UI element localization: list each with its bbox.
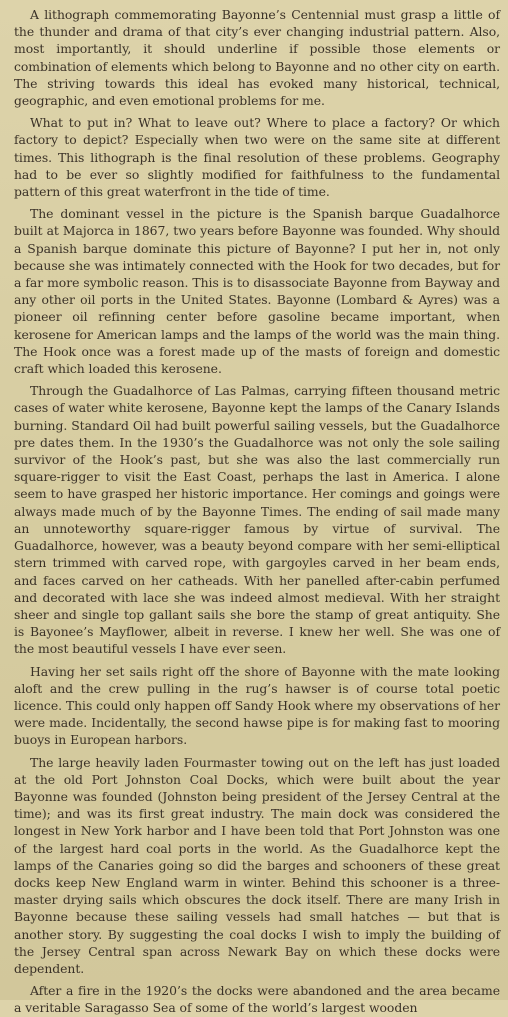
paragraph-7: After a fire in the 1920’s the docks were abandoned and the area became a veritable Saragasso Sea of some of the world’s largest wooden: [14, 983, 500, 1016]
paragraph-3: The dominant vessel in the picture is the Spanish barque Guadalhorce built at Majorca in 1867, two years before Bayonne was founded. Why should a Spanish barque dominate this picture of Bayonne? I put her in, not only because she was intimately connected with the Hook for two decades, but for a far more symbolic reason. This is to disassociate Bayonne from Bayway and any other oil ports in the United States. Bayonne (Lombard & Ayres) was a pioneer oil refinning center before gasoline became important, when kerosene for American lamps and the lamps of the world was the main thing. The Hook once was a forest made up of the masts of foreign and domestic craft which loaded this kerosene.: [14, 206, 500, 377]
paragraph-4: Through the Guadalhorce of Las Palmas, carrying fifteen thousand metric cases of water white kerosene, Bayonne kept the lamps of the Canary Islands burning. Standard Oil had built powerful sailing vessels, but the Guadalhorce pre dates them. In the 1930’s the Guadalhorce was not only the sole sailing survivor of the Hook’s past, but she was also the last commercially run square-rigger to visit the East Coast, perhaps the last in America. I alone seem to have grasped her historic importance. Her comings and goings were always made much of by the Bayonne Times. The ending of sail made many an unnoteworthy square-rigger famous by virtue of survival. The Guadalhorce, however, was a beauty beyond compare with her semi-elliptical stern trimmed with carved rope, with gargoyles carved in her beam ends, and faces carved on her catheads. With her panelled after-cabin perfumed and decorated with lace she was indeed almost medieval. With her straight sheer and single top gallant sails she bore the stamp of great antiquity. She is Bayonee’s Mayflower, albeit in reverse. I knew her well. She was one of the most beautiful vessels I have ever seen.: [14, 383, 500, 657]
paragraph-1: A lithograph commemorating Bayonne’s Centennial must grasp a little of the thunder and drama of that city’s ever changing industrial pattern. Also, most importantly, it should underline if possible those elements or combination of elements which belong to Bayonne and no other city on earth. The striving towards this ideal has evoked many historical, technical, geographic, and even emotional problems for me.: [14, 7, 500, 109]
paragraph-2: What to put in? What to leave out? Where to place a factory? Or which factory to depict? Especially when two were on the same site at different times. This lithograph is the final resolution of these problems. Geography had to be ever so slightly modified for faithfulness to the fundamental pattern of this great waterfront in the tide of time.: [14, 115, 500, 200]
paragraph-6: The large heavily laden Fourmaster towing out on the left has just loaded at the old Port Johnston Coal Docks, which were built about the year Bayonne was founded (Johnston being president of the Jersey Central at the time); and was its first great industry. The main dock was considered the longest in New York harbor and I have been told that Port Johnston was one of the largest hard coal ports in the world. As the Guadalhorce kept the lamps of the Canaries going so did the barges and schooners of these great docks keep New England warm in winter. Behind this schooner is a three-master drying sails which obscures the dock itself. There are many Irish in Bayonne because these sailing vessels had small hatches — but that is another story. By suggesting the coal docks I wish to imply the building of the Jersey Central span across Newark Bay on which these docks were dependent.: [14, 754, 500, 976]
paragraph-5: Having her set sails right off the shore of Bayonne with the mate looking aloft and the crew pulling in the rug’s hawser is of course total poetic licence. This could only happen off Sandy Hook where my observations of her were made. Incidentally, the second hawse pipe is for making fast to mooring buoys in European harbors.: [14, 663, 500, 748]
